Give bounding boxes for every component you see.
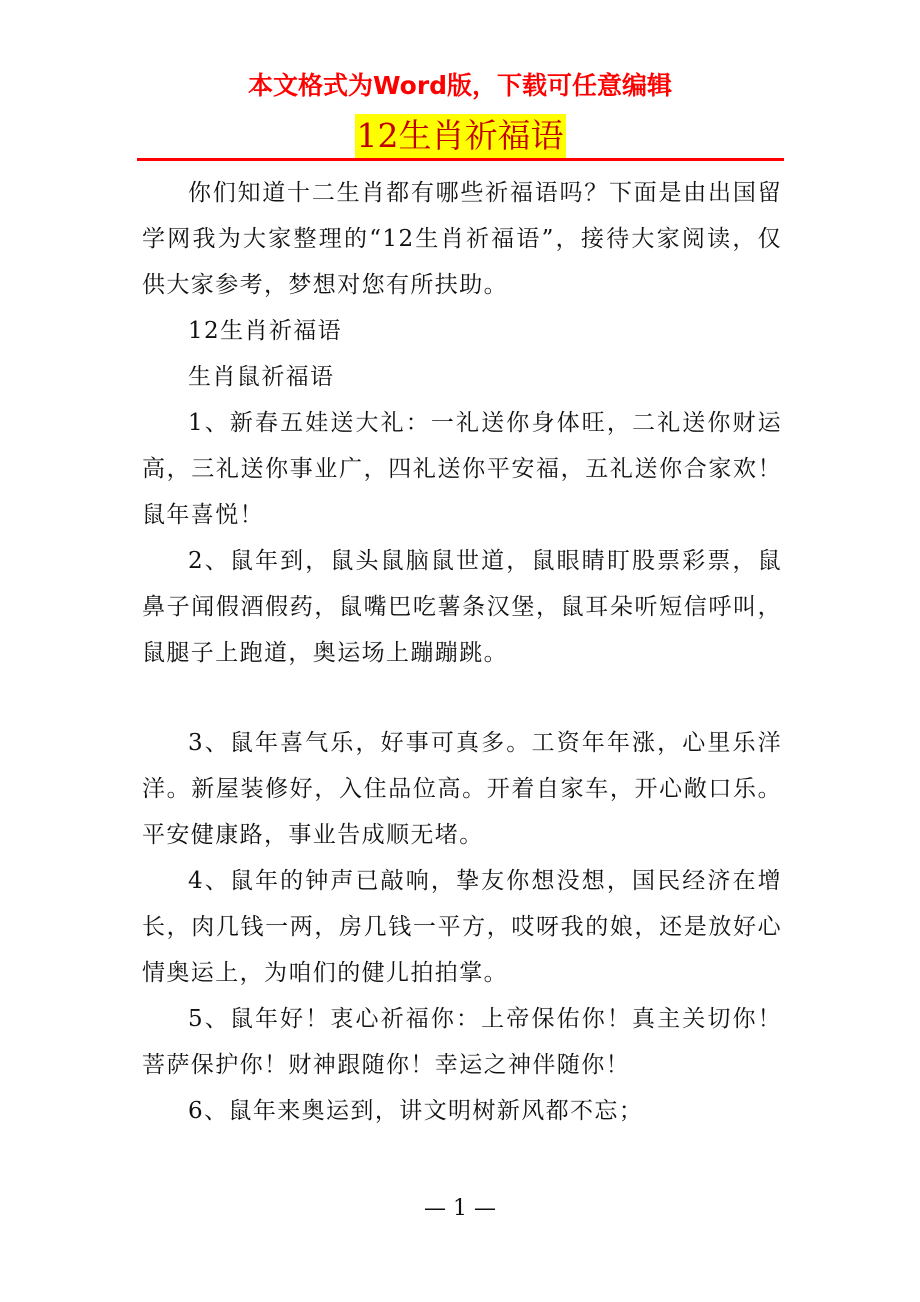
section-subheading: 生肖鼠祈福语 <box>188 364 335 390</box>
document-body <box>142 170 782 1134</box>
title-container <box>0 114 920 158</box>
blessing-item-6: 6、鼠年来奥运到，讲文明树新风都不忘； <box>188 1098 644 1124</box>
blessing-item-4: 4、鼠年的钟声已敲响，挚友你想没想，国民经济在增长，肉几钱一两，房几钱一平方，哎呀我的娘，还是放好心情奥运上，为咱们的健儿拍拍掌。 <box>142 868 782 986</box>
paragraph-gap <box>142 676 782 720</box>
section-heading: 12生肖祈福语 <box>188 318 343 344</box>
document-title: 12生肖祈福语 <box>355 114 566 158</box>
blessing-item-5: 5、鼠年好！衷心祈福你：上帝保佑你！真主关切你！菩萨保护你！财神跟随你！幸运之神伴随你！ <box>142 1006 782 1078</box>
intro-paragraph: 你们知道十二生肖都有哪些祈福语吗？下面是由出国留学网我为大家整理的“12生肖祈福语”，接待大家阅读，仅供大家参考，梦想对您有所扶助。 <box>142 180 782 298</box>
title-divider <box>137 158 784 161</box>
blessing-item-3: 3、鼠年喜气乐，好事可真多。工资年年涨，心里乐洋洋。新屋装修好，入住品位高。开着自家车，开心敞口乐。平安健康路，事业告成顺无堵。 <box>142 730 782 848</box>
format-notice-banner: 本文格式为Word版，下载可任意编辑 <box>247 71 673 100</box>
page-number: — 1 — <box>424 1196 496 1221</box>
blessing-item-2: 2、鼠年到，鼠头鼠脑鼠世道，鼠眼睛盯股票彩票，鼠鼻子闻假酒假药，鼠嘴巴吃薯条汉堡，鼠耳朵听短信呼叫，鼠腿子上跑道，奥运场上蹦蹦跳。 <box>142 548 782 666</box>
blessing-item-1: 1、新春五娃送大礼：一礼送你身体旺，二礼送你财运高，三礼送你事业广，四礼送你平安福，五礼送你合家欢！鼠年喜悦！ <box>142 410 782 528</box>
